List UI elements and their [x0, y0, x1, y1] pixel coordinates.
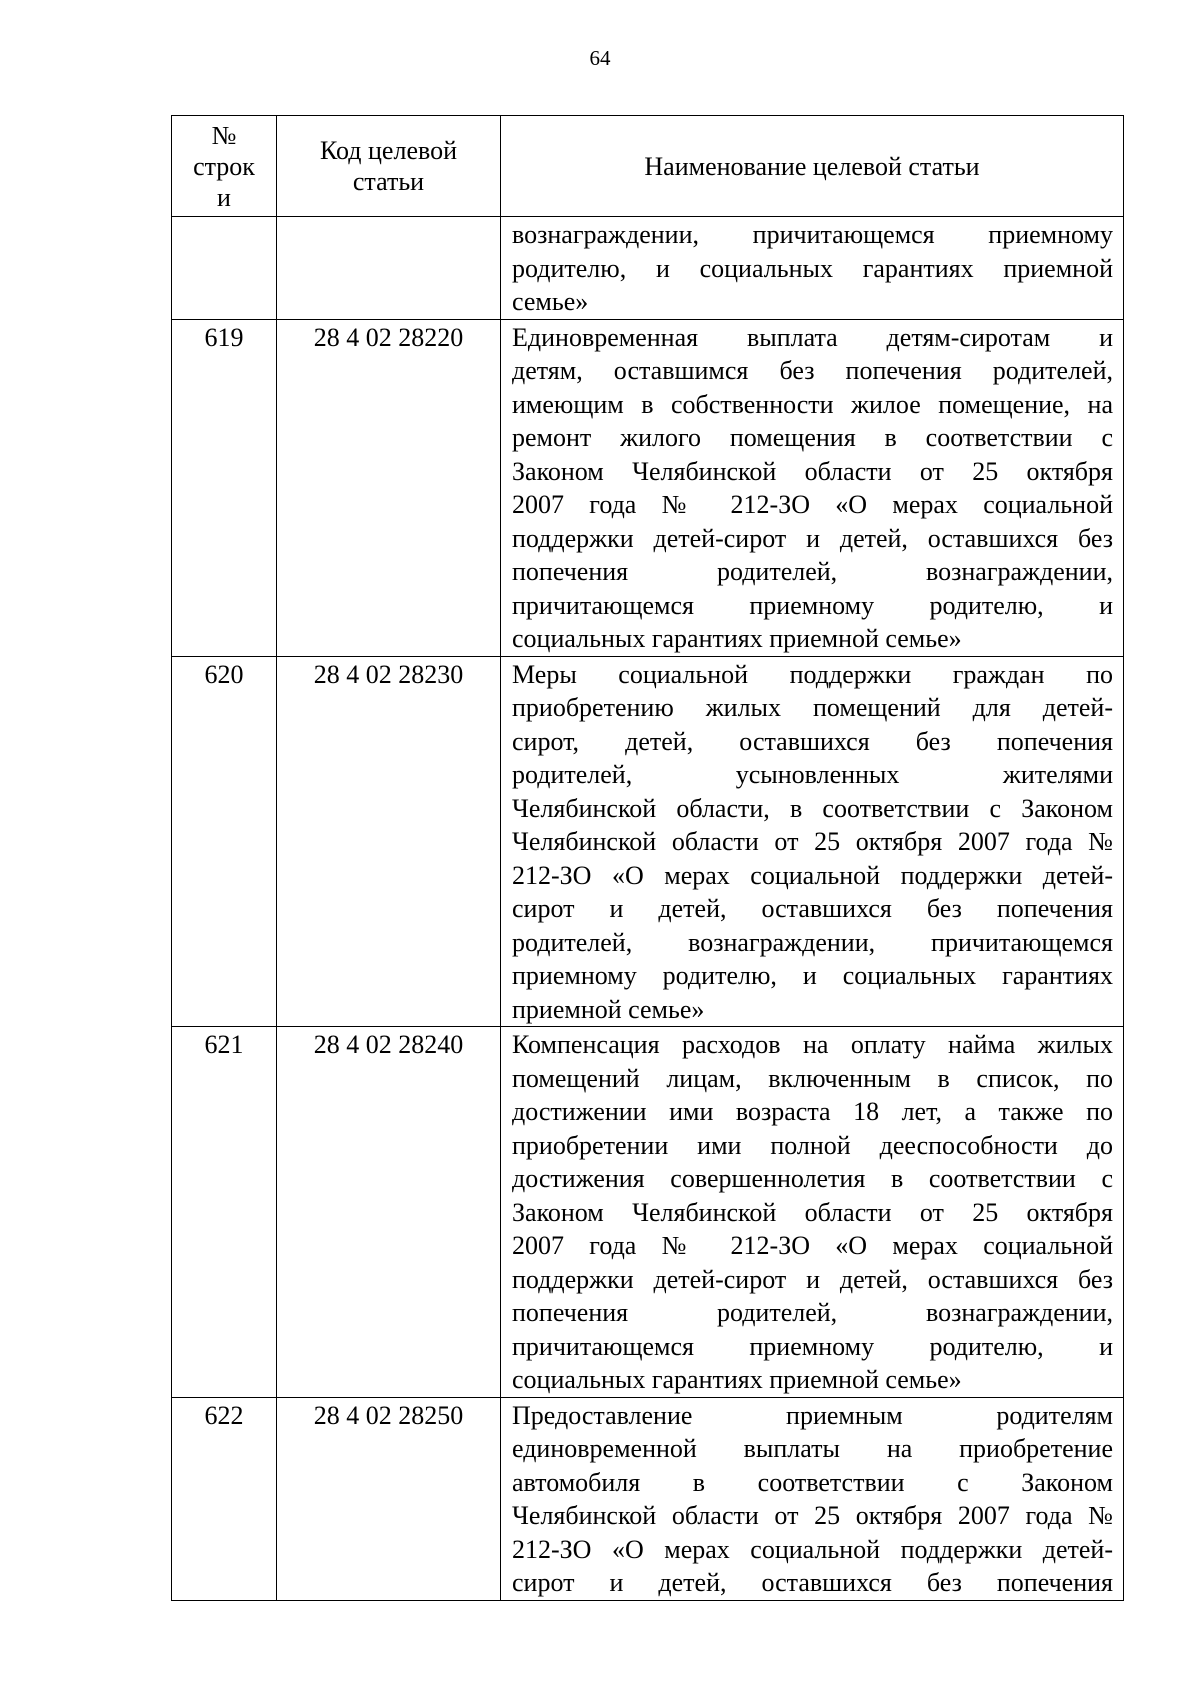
row-code-cell [277, 217, 501, 320]
name-line: Предоставление приемным родителям [512, 1400, 1113, 1430]
name-line: родителей, вознаграждении, причитающемся [512, 927, 1113, 957]
name-line: родителей, усыновленных жителями [512, 760, 1113, 789]
table-row [172, 319, 1124, 656]
target-articles-table [171, 115, 1124, 1601]
name-line: семье» [512, 287, 589, 316]
name-line: поддержки детей-сирот и детей, оставшихся без [512, 1264, 1113, 1294]
name-line: Единовременная выплата детям-сиротам и [512, 322, 1113, 352]
name-line: сирот и детей, оставшихся без попечения [512, 894, 1113, 923]
header-name: Наименование целевой статьи [501, 116, 1124, 217]
name-line: Челябинской области от 25 октября 2007 года № [512, 1501, 1113, 1530]
table-header-row [172, 116, 1124, 217]
row-code-cell: 28 4 02 28220 [277, 319, 501, 656]
name-line: имеющим в собственности жилое помещение, на [512, 389, 1113, 419]
name-line: причитающемся приемному родителю, и [512, 590, 1113, 620]
row-number-cell: 622 [172, 1397, 277, 1600]
name-line: Меры социальной поддержки граждан по [512, 659, 1113, 689]
name-line: поддержки детей-сирот и детей, оставшихся без [512, 523, 1113, 553]
name-line: Компенсация расходов на оплату найма жилых [512, 1030, 1113, 1059]
header-code [277, 116, 501, 217]
row-name-cell [501, 656, 1124, 1027]
name-line: вознаграждении, причитающемся приемному [512, 220, 1113, 249]
name-line: попечения родителей, вознаграждении, [512, 1298, 1113, 1327]
name-line: Челябинской области от 25 октября 2007 года № [512, 827, 1113, 856]
name-line: достижении ими возраста 18 лет, а также по [512, 1097, 1113, 1126]
name-line: 212-ЗО «О мерах социальной поддержки детей- [512, 1534, 1113, 1564]
name-line: 2007 года № 212-ЗО «О мерах социальной [512, 1231, 1113, 1260]
name-line: помещений лицам, включенным в список, по [512, 1063, 1113, 1093]
header-row-number [172, 116, 277, 217]
name-line: Законом Челябинской области от 25 октября [512, 1197, 1113, 1227]
page-number: 64 [589, 46, 611, 70]
name-line: 2007 года № 212-ЗО «О мерах социальной [512, 490, 1113, 519]
name-line: приобретении ими полной дееспособности до [512, 1130, 1113, 1160]
name-line: приемной семье» [512, 994, 705, 1024]
name-line: автомобиля в соответствии с Законом [512, 1467, 1113, 1497]
name-line: достижения совершеннолетия в соответствии с [512, 1164, 1113, 1193]
row-number-cell: 621 [172, 1027, 277, 1398]
name-line: приобретению жилых помещений для детей- [512, 693, 1113, 722]
row-name-cell [501, 1027, 1124, 1398]
header-code-line: статьи [352, 167, 425, 196]
name-line: ремонт жилого помещения в соответствии с [512, 423, 1113, 452]
table-row [172, 656, 1124, 1027]
row-number-cell: 620 [172, 656, 277, 1027]
row-code-cell: 28 4 02 28240 [277, 1027, 501, 1398]
table-row [172, 217, 1124, 320]
row-code-cell: 28 4 02 28230 [277, 656, 501, 1027]
header-row-number-line: и [217, 182, 231, 212]
name-line: детям, оставшимся без попечения родителей, [512, 356, 1113, 385]
name-line: сирот, детей, оставшихся без попечения [512, 726, 1113, 756]
name-line: причитающемся приемному родителю, и [512, 1331, 1113, 1361]
header-code-line: Код целевой [319, 136, 457, 165]
name-line: социальных гарантиях приемной семье» [512, 1365, 962, 1394]
header-row-number-line: № [211, 120, 237, 150]
name-line: единовременной выплаты на приобретение [512, 1434, 1113, 1463]
header-row-number-line: строк [193, 151, 255, 181]
name-line: 212-ЗО «О мерах социальной поддержки детей- [512, 860, 1113, 890]
name-line: Законом Челябинской области от 25 октября [512, 456, 1113, 486]
name-line: попечения родителей, вознаграждении, [512, 557, 1113, 586]
name-line: социальных гарантиях приемной семье» [512, 624, 962, 653]
row-name-cell [501, 217, 1124, 320]
row-name-cell [501, 319, 1124, 656]
row-number-cell [172, 217, 277, 320]
table-row [172, 1397, 1124, 1600]
row-number-cell: 619 [172, 319, 277, 656]
row-code-cell: 28 4 02 28250 [277, 1397, 501, 1600]
name-line: приемному родителю, и социальных гарантиях [512, 961, 1113, 990]
name-line: родителю, и социальных гарантиях приемной [512, 253, 1113, 283]
row-name-cell [501, 1397, 1124, 1600]
name-line: сирот и детей, оставшихся без попечения [512, 1568, 1113, 1597]
name-line: Челябинской области, в соответствии с Законом [512, 793, 1113, 823]
table-row [172, 1027, 1124, 1398]
